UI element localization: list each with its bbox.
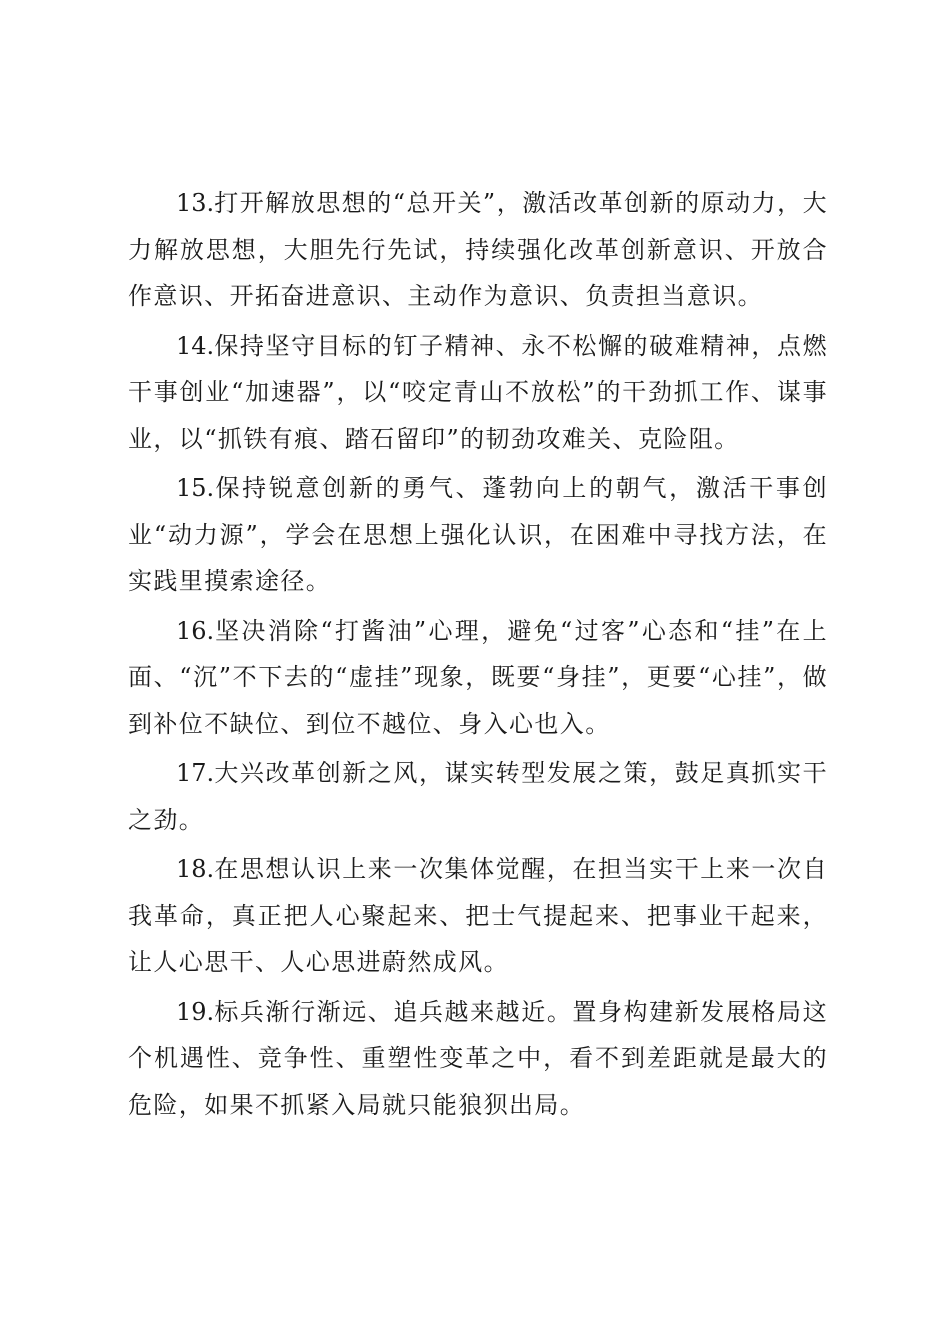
paragraph-number: 14. (176, 331, 215, 360)
paragraph-text: 标兵渐行渐远、追兵越来越近。置身构建新发展格局这个机遇性、竞争性、重塑性变革之中，看不到差距就是最大的危险，如果不抓紧入局就只能狼狈出局。 (128, 997, 828, 1119)
paragraph-text: 在思想认识上来一次集体觉醒，在担当实干上来一次自我革命，真正把人心聚起来、把士气提起来、把事业干起来，让人心思干、人心思进蔚然成风。 (128, 855, 828, 976)
paragraph-13 (128, 180, 828, 320)
paragraph-text: 大兴改革创新之风，谋实转型发展之策，鼓足真抓实干之劲。 (128, 759, 828, 834)
paragraph-17 (128, 750, 828, 843)
paragraph-text: 保持坚守目标的钉子精神、永不松懈的破难精神，点燃干事创业“加速器”，以“咬定青山不放松”的干劲抓工作、谋事业，以“抓铁有痕、踏石留印”的韧劲攻难关、克险阻。 (128, 331, 828, 453)
paragraph-number: 18. (176, 855, 215, 883)
paragraph-number: 16. (176, 616, 215, 645)
paragraph-15 (128, 465, 828, 605)
paragraph-14 (128, 323, 828, 463)
paragraph-number: 19. (176, 997, 215, 1026)
paragraph-text: 打开解放思想的“总开关”，激活改革创新的原动力，大力解放思想，大胆先行先试，持续强化改革创新意识、开放合作意识、开拓奋进意识、主动作为意识、负责担当意识。 (128, 189, 828, 310)
paragraph-text: 坚决消除“打酱油”心理，避免“过客”心态和“挂”在上面、“沉”不下去的“虚挂”现象，既要“身挂”，更要“心挂”，做到补位不缺位、到位不越位、身入心也入。 (128, 616, 828, 738)
paragraph-18 (128, 846, 828, 986)
paragraph-number: 15. (176, 474, 215, 502)
paragraph-text: 保持锐意创新的勇气、蓬勃向上的朝气，激活干事创业“动力源”，学会在思想上强化认识，在困难中寻找方法，在实践里摸索途径。 (128, 474, 828, 595)
document-body (128, 180, 828, 1131)
paragraph-19 (128, 989, 828, 1129)
paragraph-16 (128, 608, 828, 748)
paragraph-number: 13. (176, 189, 215, 217)
paragraph-number: 17. (176, 759, 215, 787)
